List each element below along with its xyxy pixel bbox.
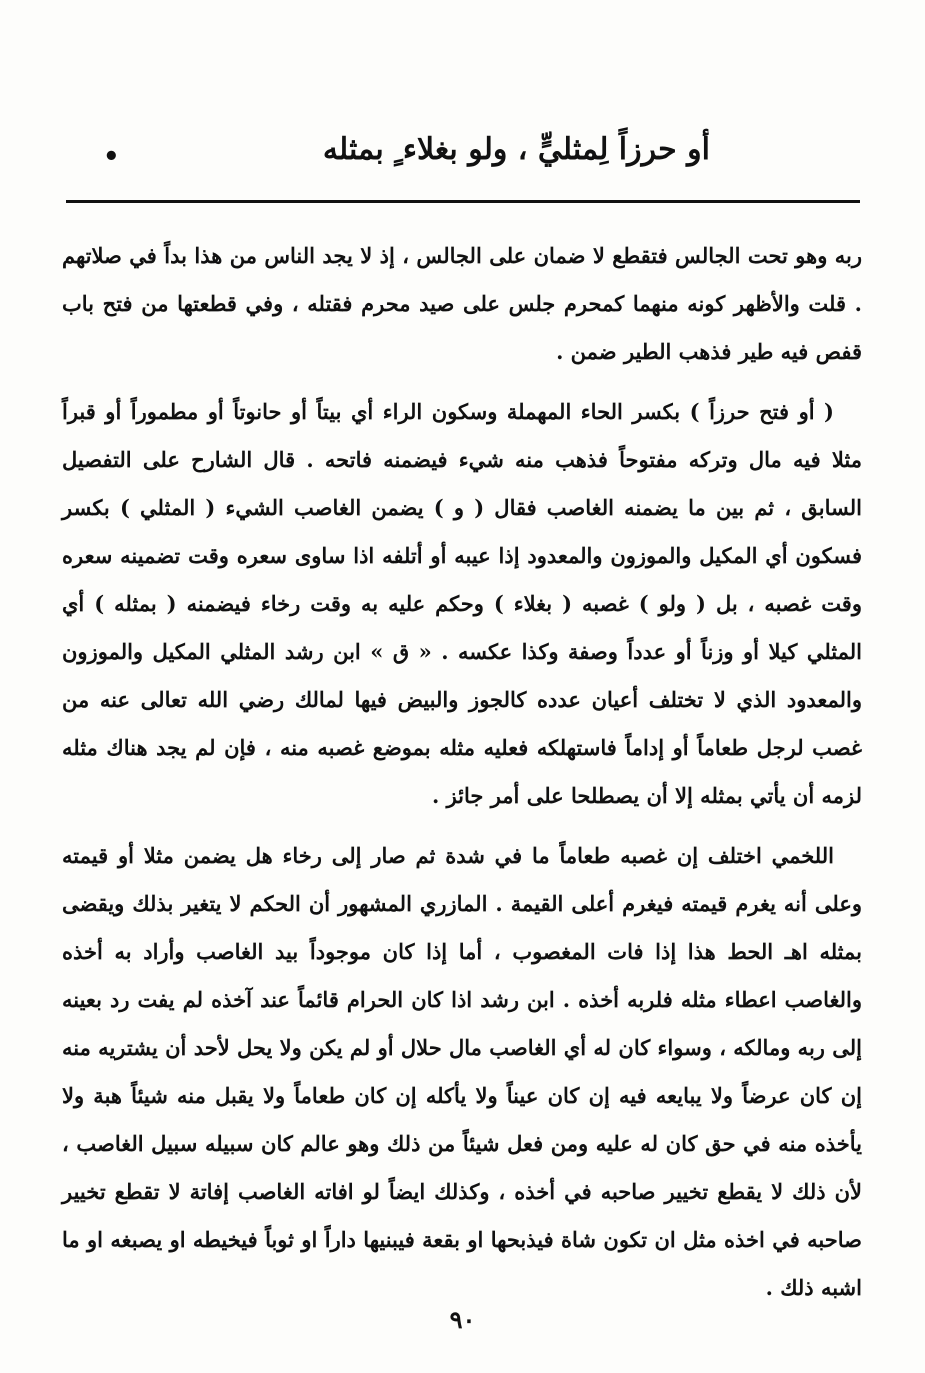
paragraph-2: ( أو فتح حرزاً ) بكسر الحاء المهملة وسكون الراء أي بيتاً أو حانوتاً أو مطموراً أو قبراً مثلا فيه مال وتركه مفتوحاً فذهب منه شيء فيضمنه فاتحه . قال الشارح على التفصيل السابق ، ثم بين ما يضمنه الغاصب فقال ( و ) يضمن الغاصب الشيء ( المثلي ) بكسر فسكون أي المكيل والموزون والمعدود إذا عيبه أو أتلفه اذا ساوى سعره وقت تضمينه سعره وقت غصبه ، بل ( ولو ) غصبه ( بغلاء ) وحكم عليه به وقت رخاء فيضمنه ( بمثله ) أي المثلي كيلا أو وزناً أو عدداً وصفة وكذا عكسه . « ق » ابن رشد المثلي المكيل والموزون والمعدود الذي لا تختلف أعيان عدده كالجوز والبيض فيها لمالك رضي الله تعالى عنه من غصب لرجل طعاماً أو إداماً فاستهلكه فعليه مثله بموضع غصبه منه ، فإن لم يجد هناك مثله لزمه أن يأتي بمثله إلا أن يصطلحا على أمر جائز . xyxy=(62,399,862,808)
running-head-ornament: • xyxy=(103,142,120,172)
running-head-title: أو حرزاً لِمثليٍّ ، ولو بغلاء ٍ بمثله xyxy=(322,132,710,167)
paragraph-1: ربه وهو تحت الجالس فتقطع لا ضمان على الجالس ، إذ لا يجد الناس من هذا بداً في صلاتهم . قلت والأظهر كونه منهما كمحرم جلس على صيد محرم فقتله ، وفي قطعتها من فتح باب قفص فيه طير فذهب الطير ضمن . xyxy=(62,243,862,364)
body-text xyxy=(62,232,862,1324)
page-number: ٩٠ xyxy=(449,1305,476,1334)
paragraph-3: اللخمي اختلف إن غصبه طعاماً ما في شدة ثم صار إلى رخاء هل يضمن مثلا أو قيمته وعلى أنه يغرم قيمته فيغرم أعلى القيمة . المازري المشهور أن الحكم لا يتغير بذلك ويقضى بمثله اهـ الحط هذا إذا فات المغصوب ، أما إذا كان موجوداً بيد الغاصب وأراد به أخذه والغاصب اعطاء مثله فلربه أخذه . ابن رشد اذا كان الحرام قائماً عند آخذه لم يفت رد بعينه إلى ربه ومالكه ، وسواء كان له أي الغاصب مال حلال أو لم يكن ولا يحل لأحد أن يشتريه منه إن كان عرضاً ولا يبايعه فيه إن كان عيناً ولا يأكله إن كان طعاماً ولا يقبل منه شيئاً هبة ولا يأخذه منه في حق كان له عليه ومن فعل شيئاً من ذلك وهو عالم كان سبيله سبيل الغاصب ، لأن ذلك لا يقطع تخيير صاحبه في أخذه ، وكذلك ايضاً لو افاته الغاصب إفاتة لا تقطع تخيير صاحبه في اخذه مثل ان تكون شاة فيذبحها او بقعة فيبنيها داراً او ثوباً فيخيطه او يصبغه او ما اشبه ذلك . xyxy=(62,843,862,1300)
running-head xyxy=(95,128,840,188)
header-divider xyxy=(66,200,860,203)
